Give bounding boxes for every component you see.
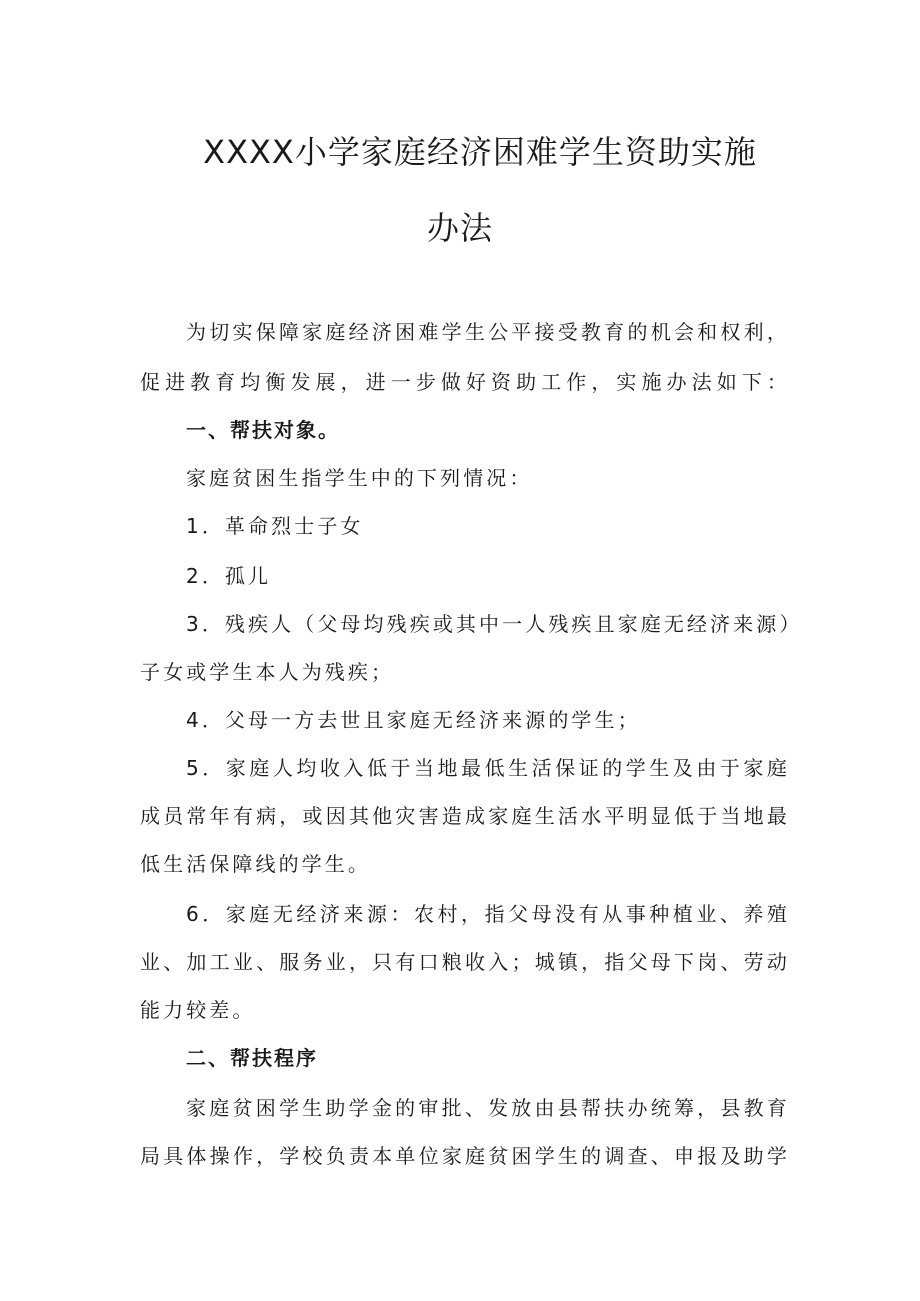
list-item-5-line-3: 低生活保障线的学生。 xyxy=(140,852,371,876)
list-item-5-line-1: 5．家庭人均收入低于当地最低生活保证的学生及由于家庭 xyxy=(186,756,790,780)
list-item-3-line-2: 子女或学生本人为残疾； xyxy=(140,660,395,684)
list-item-6-line-2: 业、加工业、服务业，只有口粮收入；城镇，指父母下岗、劳动 xyxy=(140,950,790,974)
section-1-heading: 一、帮扶对象。 xyxy=(186,418,340,442)
document-title-line-1: XXXX小学家庭经济困难学生资助实施 xyxy=(203,133,757,171)
section-2-line-1: 家庭贫困学生助学金的审批、发放由县帮扶办统筹，县教育 xyxy=(186,1096,790,1120)
list-item-1: 1．革命烈士子女 xyxy=(186,514,364,538)
list-item-3-line-1: 3．残疾人（父母均残疾或其中一人残疾且家庭无经济来源） xyxy=(186,612,803,636)
list-item-5-line-2: 成员常年有病，或因其他灾害造成家庭生活水平明显低于当地最 xyxy=(140,804,790,828)
intro-paragraph-line-1: 为切实保障家庭经济困难学生公平接受教育的机会和权利， xyxy=(186,320,790,344)
section-2-heading: 二、帮扶程序 xyxy=(186,1046,318,1070)
section-1-lead: 家庭贫困生指学生中的下列情况： xyxy=(186,466,533,490)
list-item-2: 2．孤儿 xyxy=(186,564,272,588)
intro-paragraph-line-2: 促进教育均衡发展，进一步做好资助工作，实施办法如下： xyxy=(140,370,790,394)
list-item-6-line-1: 6．家庭无经济来源：农村，指父母没有从事种植业、养殖 xyxy=(186,902,790,926)
list-item-6-line-3: 能力较差。 xyxy=(140,998,256,1022)
section-2-line-2: 局具体操作，学校负责本单位家庭贫困学生的调查、申报及助学 xyxy=(140,1144,790,1168)
list-item-4: 4．父母一方去世且家庭无经济来源的学生； xyxy=(186,708,641,732)
document-title-line-2: 办法 xyxy=(426,209,493,247)
